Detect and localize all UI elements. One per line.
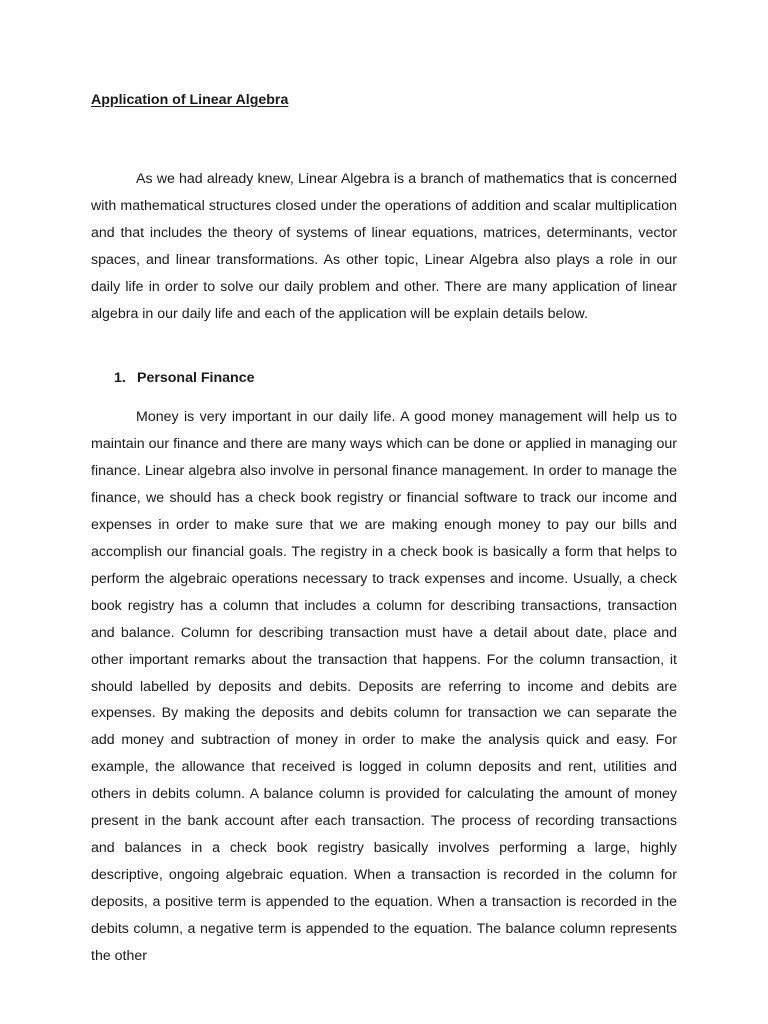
- section-heading-text: Personal Finance: [137, 370, 255, 386]
- document-title: Application of Linear Algebra: [91, 92, 289, 108]
- section-heading-personal-finance: [114, 370, 254, 386]
- personal-finance-paragraph: Money is very important in our daily life. A good money management will help us to maintain our finance and there are many ways which can be done or applied in managing our finance. Linear algebra also involve in personal finance management. In order to manage the finance, we should has a check book registry or financial software to track our income and expenses in order to make sure that we are making enough money to pay our bills and accomplish our financial goals. The registry in a check book is basically a form that helps to perform the algebraic operations necessary to track expenses and income. Usually, a check book registry has a column that includes a column for describing transactions, transaction and balance. Column for describing transaction must have a detail about date, place and other important remarks about the transaction that happens. For the column transaction, it should labelled by deposits and debits. Deposits are referring to income and debits are expenses. By making the deposits and debits column for transaction we can separate the add money and subtraction of money in order to make the analysis quick and easy. For example, the allowance that received is logged in column deposits and rent, utilities and others in debits column. A balance column is provided for calculating the amount of money present in the bank account after each transaction. The process of recording transactions and balances in a check book registry basically involves performing a large, highly descriptive, ongoing algebraic equation. When a transaction is recorded in the column for deposits, a positive term is appended to the equation. When a transaction is recorded in the debits column, a negative term is appended to the equation. The balance column represents the other: [91, 409, 677, 965]
- section-number: 1.: [114, 370, 126, 386]
- intro-paragraph: As we had already knew, Linear Algebra is a branch of mathematics that is concerned with mathematical structures closed under the operations of addition and scalar multiplication and that includes the theory of systems of linear equations, matrices, determinants, vector spaces, and linear transformations. As other topic, Linear Algebra also plays a role in our daily life in order to solve our daily problem and other. There are many application of linear algebra in our daily life and each of the application will be explain details below.: [91, 171, 677, 322]
